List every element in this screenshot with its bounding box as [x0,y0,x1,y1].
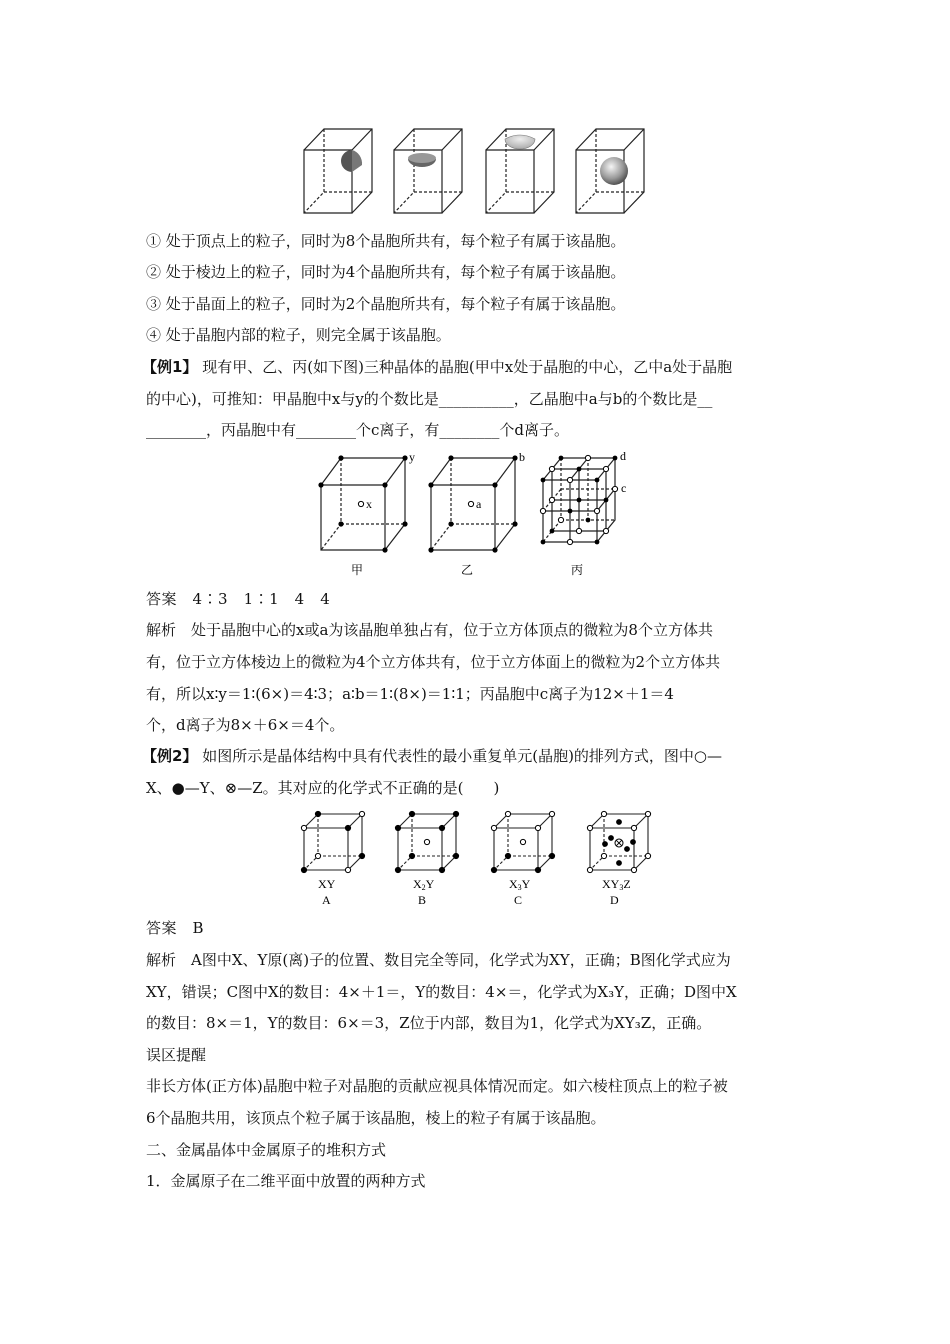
option-c-letter: C [514,893,523,907]
example-1-line-2: 的中心)，可推知：甲晶胞中x与y的个数比是__________，乙晶胞中a与b的个数比是__ [146,390,713,408]
section-2-item-1: 1．金属原子在二维平面中放置的两种方式 [146,1172,426,1190]
example-2-line-2: X、●—Y、⊗—Z。其对应的化学式不正确的是( ) [146,779,500,797]
example-2-answer: 答案 B [146,919,205,937]
option-b-formula: X2Y [413,877,435,892]
label-c: c [621,481,627,495]
example-1-analysis-3: 有，所以x∶y＝1∶(6×)＝4∶3；a∶b＝1∶(8×)＝1∶1；丙晶胞中c离子为12×＋1＝4 [146,685,674,703]
label-y: y [409,450,415,464]
example-2-analysis-1: 解析 A图中X、Y原(离)子的位置、数目完全等同，化学式为XY，正确；B图化学式应为 [146,951,731,969]
figure-particle-positions [300,125,660,220]
label-a: a [476,497,482,511]
option-d-formula: XY3Z [602,877,631,892]
example-2-line-1: 【例2】 如图所示是晶体结构中具有代表性的最小重复单元(晶胞)的排列方式，图中○— [142,747,723,765]
option-d-letter: D [610,893,619,907]
example-1-analysis-2: 有，位于立方体棱边上的微粒为4个立方体共有，位于立方体面上的微粒为2个立方体共 [146,653,721,671]
option-c-formula: X3Y [509,877,531,892]
example-1-tag: 【例1】 [142,358,198,376]
example-1-analysis-1: 解析 处于晶胞中心的x或a为该晶胞单独占有，位于立方体顶点的微粒为8个立方体共 [146,621,713,639]
example-2-analysis-2: XY，错误；C图中X的数目：4×＋1＝，Y的数目：4×＝，化学式为X₃Y，正确；D图中X [146,983,737,1001]
point-1: ① 处于顶点上的粒子，同时为8个晶胞所共有，每个粒子有属于该晶胞。 [146,232,626,250]
tip-title: 误区提醒 [146,1046,207,1064]
label-x: x [366,497,372,511]
point-4: ④ 处于晶胞内部的粒子，则完全属于该晶胞。 [146,326,451,344]
example-1-line-1: 【例1】 现有甲、乙、丙(如下图)三种晶体的晶胞(甲中x处于晶胞的中心，乙中a处于晶胞 [142,358,733,376]
option-b-letter: B [418,893,427,907]
tip-line-1: 非长方体(正方体)晶胞中粒子对晶胞的贡献应视具体情况而定。如六棱柱顶点上的粒子被 [146,1077,728,1095]
label-d: d [620,449,626,463]
point-2: ② 处于棱边上的粒子，同时为4个晶胞所共有，每个粒子有属于该晶胞。 [146,263,626,281]
example-1-line-3: ________，丙晶胞中有________个c离子，有________个d离子。 [146,421,570,439]
example-1-answer: 答案 4∶3 1∶1 4 4 [146,590,331,608]
section-2-title: 二、金属晶体中金属原子的堆积方式 [146,1141,387,1159]
label-b: b [519,450,525,464]
example-2-analysis-3: 的数目：8×＝1，Y的数目：6×＝3，Z位于内部，数目为1，化学式为XY₃Z，正确。 [146,1014,712,1032]
figure-jia-yi-bing [315,450,635,580]
point-3: ③ 处于晶面上的粒子，同时为2个晶胞所共有，每个粒子有属于该晶胞。 [146,295,626,313]
example-2-tag: 【例2】 [142,747,198,765]
label-jia: 甲 [351,563,364,577]
option-a-letter: A [322,893,331,907]
tip-line-2: 6个晶胞共用，该顶点个粒子属于该晶胞，棱上的粒子有属于该晶胞。 [146,1109,606,1127]
example-1-analysis-4: 个，d离子为8×＋6×＝4个。 [146,716,345,734]
option-a-formula: XY [318,877,336,891]
figure-options [300,808,660,908]
label-bing: 丙 [571,563,584,577]
label-yi: 乙 [461,563,474,577]
